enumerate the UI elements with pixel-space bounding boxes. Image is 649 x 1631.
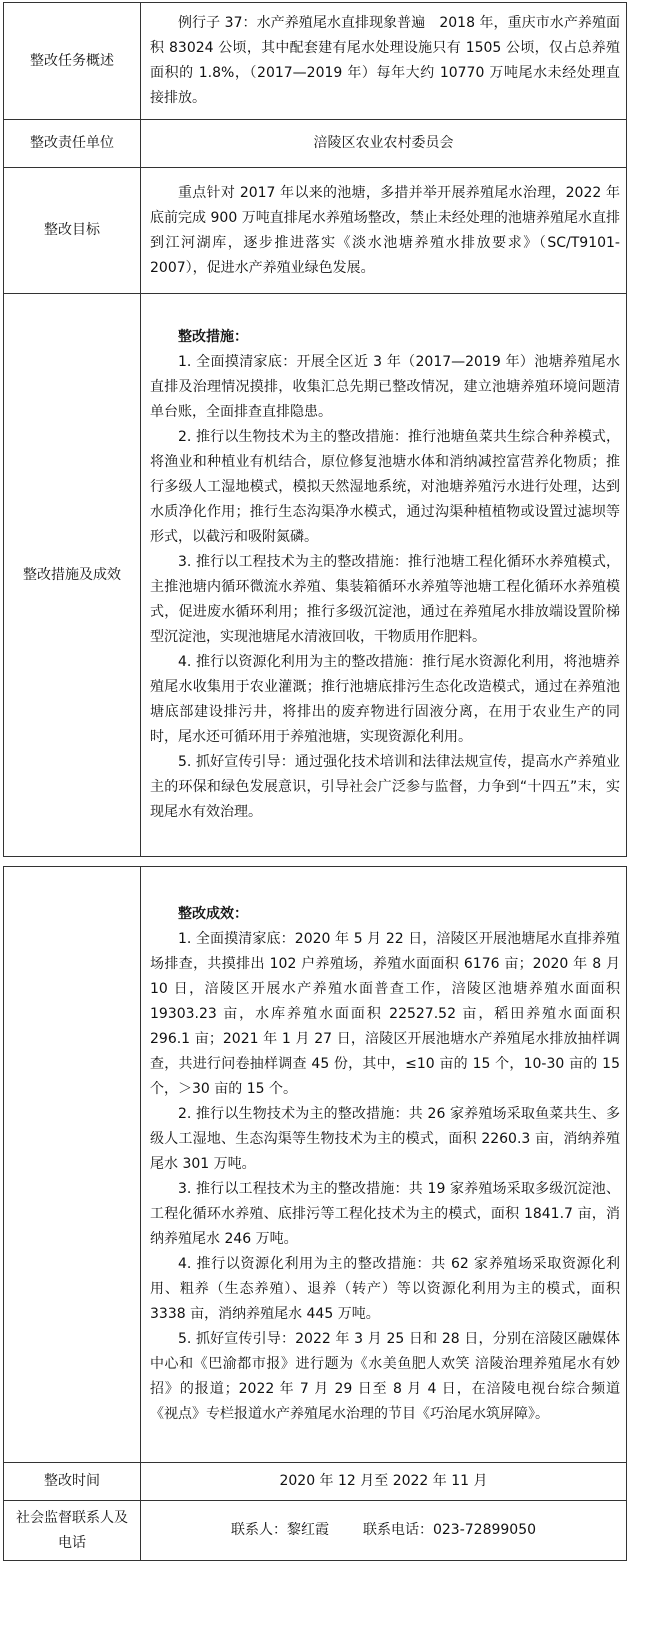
effect-item: 1. 全面摸清家底：2020 年 5 月 22 日，涪陵区开展池塘尾水直排养殖场排查，共摸排出 102 户养殖场，养殖水面面积 6176 亩；2020 年 8 月 10 日，涪陵区开展水产养殖水面普查工作，涪陵区池塘养殖水面面积 19303.23 亩，水库养殖水面面积 22527.52 亩，稻田养殖水面面积 296.1 亩；2021 年 1 月 27 日，涪陵区开展池塘水产养殖尾水排放抽样调查，共进行问卷抽样调查 45 份，其中，≤10 亩的 15 个，10-30 亩的 15 个，＞30 亩的 15 个。 <box>150 931 620 1097</box>
contact-phone: 联系电话：023-72899050 <box>362 1522 537 1538</box>
contact-label-text: 社会监督联系人及电话 <box>16 1509 128 1551</box>
measure-item: 1. 全面摸清家底：开展全区近 3 年（2017—2019 年）池塘养殖尾水直排及治理情况摸排，收集汇总先期已整改情况，建立池塘养殖环境问题清单台账，全面排查直排隐患。 <box>150 354 620 420</box>
effects-heading: 整改成效： <box>178 906 248 922</box>
task-overview-content <box>141 3 627 120</box>
effect-item: 4. 推行以资源化利用为主的整改措施：共 62 家养殖场采取资源化利用、粗养（生态养殖）、退养（转产）等以资源化利用为主的模式，面积 3338 亩，消纳养殖尾水 445 万吨。 <box>150 1256 620 1322</box>
label-effects-empty <box>4 867 141 1463</box>
row-time <box>4 1463 627 1501</box>
row-contact <box>4 1501 627 1561</box>
contact-value <box>141 1501 627 1561</box>
effect-item: 2. 推行以生物技术为主的整改措施：共 26 家养殖场采取鱼菜共生、多级人工湿地、生态沟渠等生物技术为主的模式，面积 2260.3 亩，消纳养殖尾水 301 万吨。 <box>150 1106 620 1172</box>
measures-content <box>141 294 627 857</box>
measure-item: 2. 推行以生物技术为主的整改措施：推行池塘鱼菜共生综合种养模式，将渔业和种植业有机结合，原位修复池塘水体和消纳减控富营养化物质；推行多级人工湿地模式，模拟天然湿地系统，对池塘养殖污水进行处理，达到水质净化作用；推行生态沟渠净水模式，通过沟渠种植植物或设置过滤坝等形式，以截污和吸附氮磷。 <box>150 429 620 545</box>
label-goal: 整改目标 <box>4 168 141 294</box>
label-measures: 整改措施及成效 <box>4 294 141 857</box>
goal-text: 重点针对 2017 年以来的池塘，多措并举开展养殖尾水治理，2022 年底前完成 900 万吨直排尾水养殖场整改，禁止未经处理的池塘养殖尾水直排到江河湖库，逐步推进落实《淡水池塘养殖水排放要求》（SC/T9101-2007），促进水产养殖业绿色发展。 <box>150 184 620 276</box>
row-effects <box>4 867 627 1463</box>
goal-content <box>141 168 627 294</box>
label-task-overview: 整改任务概述 <box>4 3 141 120</box>
row-goal <box>4 168 627 294</box>
measure-item: 4. 推行以资源化利用为主的整改措施：推行尾水资源化利用，将池塘养殖尾水收集用于农业灌溉；推行池塘底排污生态化改造模式，通过在养殖池塘底部建设排污井，将排出的废弃物进行固液分离，在用于农业生产的同时，尾水还可循环用于养殖池塘，实现资源化利用。 <box>150 654 620 745</box>
measure-item: 5. 抓好宣传引导：通过强化技术培训和法律法规宣传，提高水产养殖业主的环保和绿色发展意识，引导社会广泛参与监督，力争到“十四五”末，实现尾水有效治理。 <box>150 754 620 820</box>
measure-item: 3. 推行以工程技术为主的整改措施：推行池塘工程化循环水养殖模式，主推池塘内循环微流水养殖、集装箱循环水养殖等池塘工程化循环水养殖模式，促进废水循环利用；推行多级沉淀池，通过在养殖尾水排放端设置阶梯型沉淀池，实现池塘尾水清液回收，干物质用作肥料。 <box>150 554 620 645</box>
row-task-overview <box>4 3 627 120</box>
label-responsible-unit: 整改责任单位 <box>4 120 141 168</box>
row-measures <box>4 294 627 857</box>
measures-heading: 整改措施： <box>178 329 248 345</box>
task-overview-text: 例行子 37：水产养殖尾水直排现象普遍 2018 年，重庆市水产养殖面积 83024 公顷，其中配套建有尾水处理设施只有 1505 公顷，仅占总养殖面积的 1.8%，（2017—2019 年）每年大约 10770 万吨尾水未经处理直接排放。 <box>150 15 620 106</box>
responsible-unit-value: 涪陵区农业农村委员会 <box>141 120 627 168</box>
effect-item: 5. 抓好宣传引导：2022 年 3 月 25 日和 28 日，分别在涪陵区融媒体中心和《巴渝都市报》进行题为《水美鱼肥人欢笑 涪陵治理养殖尾水有妙招》的报道；2022 年 7 月 29 日至 8 月 4 日，在涪陵电视台综合频道《视点》专栏报道水产养殖尾水治理的节目《巧治尾水筑屏障》。 <box>150 1331 620 1422</box>
label-contact <box>4 1501 141 1561</box>
time-value: 2020 年 12 月至 2022 年 11 月 <box>141 1463 627 1501</box>
rectification-table-top <box>3 2 627 857</box>
effects-content <box>141 867 627 1463</box>
row-responsible-unit <box>4 120 627 168</box>
rectification-table-bottom <box>3 866 627 1561</box>
contact-person: 联系人：黎红霞 <box>230 1522 329 1538</box>
label-time: 整改时间 <box>4 1463 141 1501</box>
effect-item: 3. 推行以工程技术为主的整改措施：共 19 家养殖场采取多级沉淀池、工程化循环水养殖、底排污等工程化技术为主的模式，面积 1841.7 亩，消纳养殖尾水 246 万吨。 <box>150 1181 620 1247</box>
